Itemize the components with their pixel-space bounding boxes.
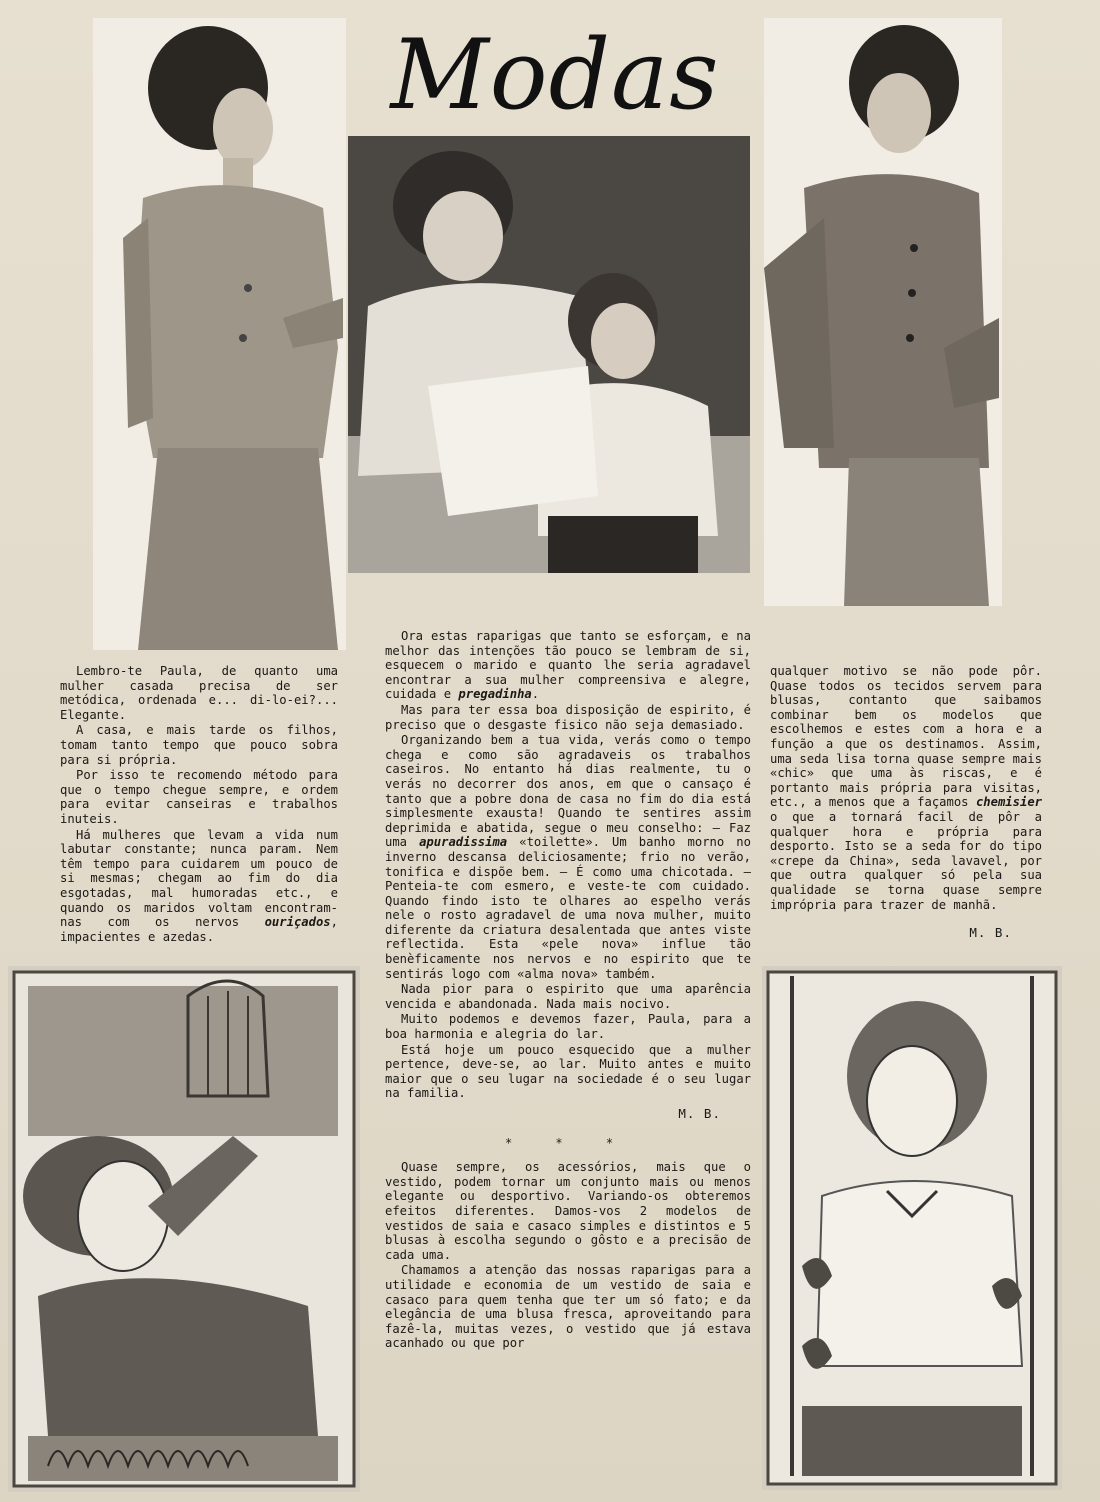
- article-column-center: [385, 629, 751, 1352]
- illustration-woman-birdcage: [8, 966, 360, 1492]
- photo-two-women-reading: [348, 136, 750, 573]
- author-signature: M. B.: [678, 1106, 721, 1121]
- paragraph: Nada pior para o espirito que uma aparência vencida e abandonada. Nada mais nocivo.: [385, 982, 751, 1011]
- illustration-woman-window: [762, 966, 1062, 1490]
- paragraph: Ora estas raparigas que tanto se esforçam, e na melhor das intenções tão pouco se lembram de si, esquecem o marido e quanto lhe seria agradavel encontrar a sua mulher compreensiva e alegre, cuidada e pregadinha.: [385, 629, 751, 702]
- section-separator: * * *: [504, 1135, 632, 1150]
- author-signature: M. B.: [969, 925, 1012, 941]
- paragraph: A casa, e mais tarde os filhos, tomam tanto tempo que pouco sobra para si própria.: [60, 723, 338, 767]
- paragraph: Chamamos a atenção das nossas raparigas para a utilidade e economia de um vestido de saia e casaco para quem tenha que ter um só fato; e da elegância de uma blusa fresca, aproveitando para fazê-la, muitas vezes, o vestido que já estava acanhado ou que por: [385, 1263, 751, 1351]
- paragraph: Por isso te recomendo método para que o tempo chegue sempre, e ordem para evitar canseiras e trabalhos inuteis.: [60, 768, 338, 826]
- article-column-right: [770, 664, 1042, 941]
- page-title: Modas: [390, 19, 720, 131]
- paragraph: Quase sempre, os acessórios, mais que o vestido, podem tornar um conjunto mais ou menos elegante ou desportivo. Variando-os obteremos efeitos diferentes. Damos-vos 2 modelos de vestidos de saia e casaco simples e distintos e 5 blusas à escolha segundo o gôsto e a precisão de cada uma.: [385, 1160, 751, 1262]
- paragraph: Lembro-te Paula, de quanto uma mulher casada precisa de ser metódica, ordenada e... di-lo-ei?... Elegante.: [60, 664, 338, 722]
- photo-woman-light-suit: [93, 18, 346, 650]
- paragraph: Está hoje um pouco esquecido que a mulher pertence, deve-se, ao lar. Muito antes e muito maior que o seu lugar na sociedade é o seu lugar na familia.: [385, 1042, 751, 1101]
- paragraph: Organizando bem a tua vida, verás como o tempo chega e como são agradaveis os trabalhos caseiros. No entanto há dias realmente, tu o verás no decorrer dos anos, em que o cansaço é tanto que a pobre dona de casa no fim do dia está simplesmente exausta! Quando te sentires assim deprimida e abatida, segue o meu conselho: — Faz uma apuradissima «toilette». Um banho morno no inverno descansa deliciosamente; frio no verão, tonifica e dispõe bem. — É como uma chicotada. — Penteia-te com esmero, e veste-te com cuidado. Quando findo isto te olhares ao espelho verás nele o rosto agradavel de uma nova mulher, muito diferente da criatura desalentada que antes viste reflectida. Esta «pele nova» influe tão benèficamente nos nervos e no espirito que te sentirás logo com «alma nova» também.: [385, 733, 751, 981]
- article-column-left: [60, 664, 338, 945]
- paragraph: Muito podemos e devemos fazer, Paula, para a boa harmonia e alegria do lar.: [385, 1012, 751, 1042]
- paragraph: qualquer motivo se não pode pôr. Quase todos os tecidos servem para blusas, contanto que saibamos combinar bem os modelos que escolhemos e estes com a hora e a função a que os destinamos. Assim, uma seda lisa torna quase sempre mais «chic» que uma às riscas, e é portanto mais própria para visitas, etc., a menos que a façamos chemisier o que a tornará facil de pôr a qualquer hora e própria para desporto. Isto se a seda for do tipo «crepe da China», seda lavavel, por que outra qualquer só pela sua qualidade se torna quase sempre imprópria para trazer de manhã.: [770, 664, 1042, 912]
- photo-woman-dark-suit: [764, 18, 1002, 606]
- paragraph: Há mulheres que levam a vida num labutar constante; nunca param. Nem têm tempo para cuidarem um pouco de si mesmas; chegam ao fim do dia esgotadas, mal humoradas etc., e quando os maridos voltam encontram-nas com os nervos ouriçados, impacientes e azedas.: [60, 827, 338, 944]
- paragraph: Mas para ter essa boa disposição de espirito, é preciso que o desgaste fisico não seja demasiado.: [385, 702, 751, 732]
